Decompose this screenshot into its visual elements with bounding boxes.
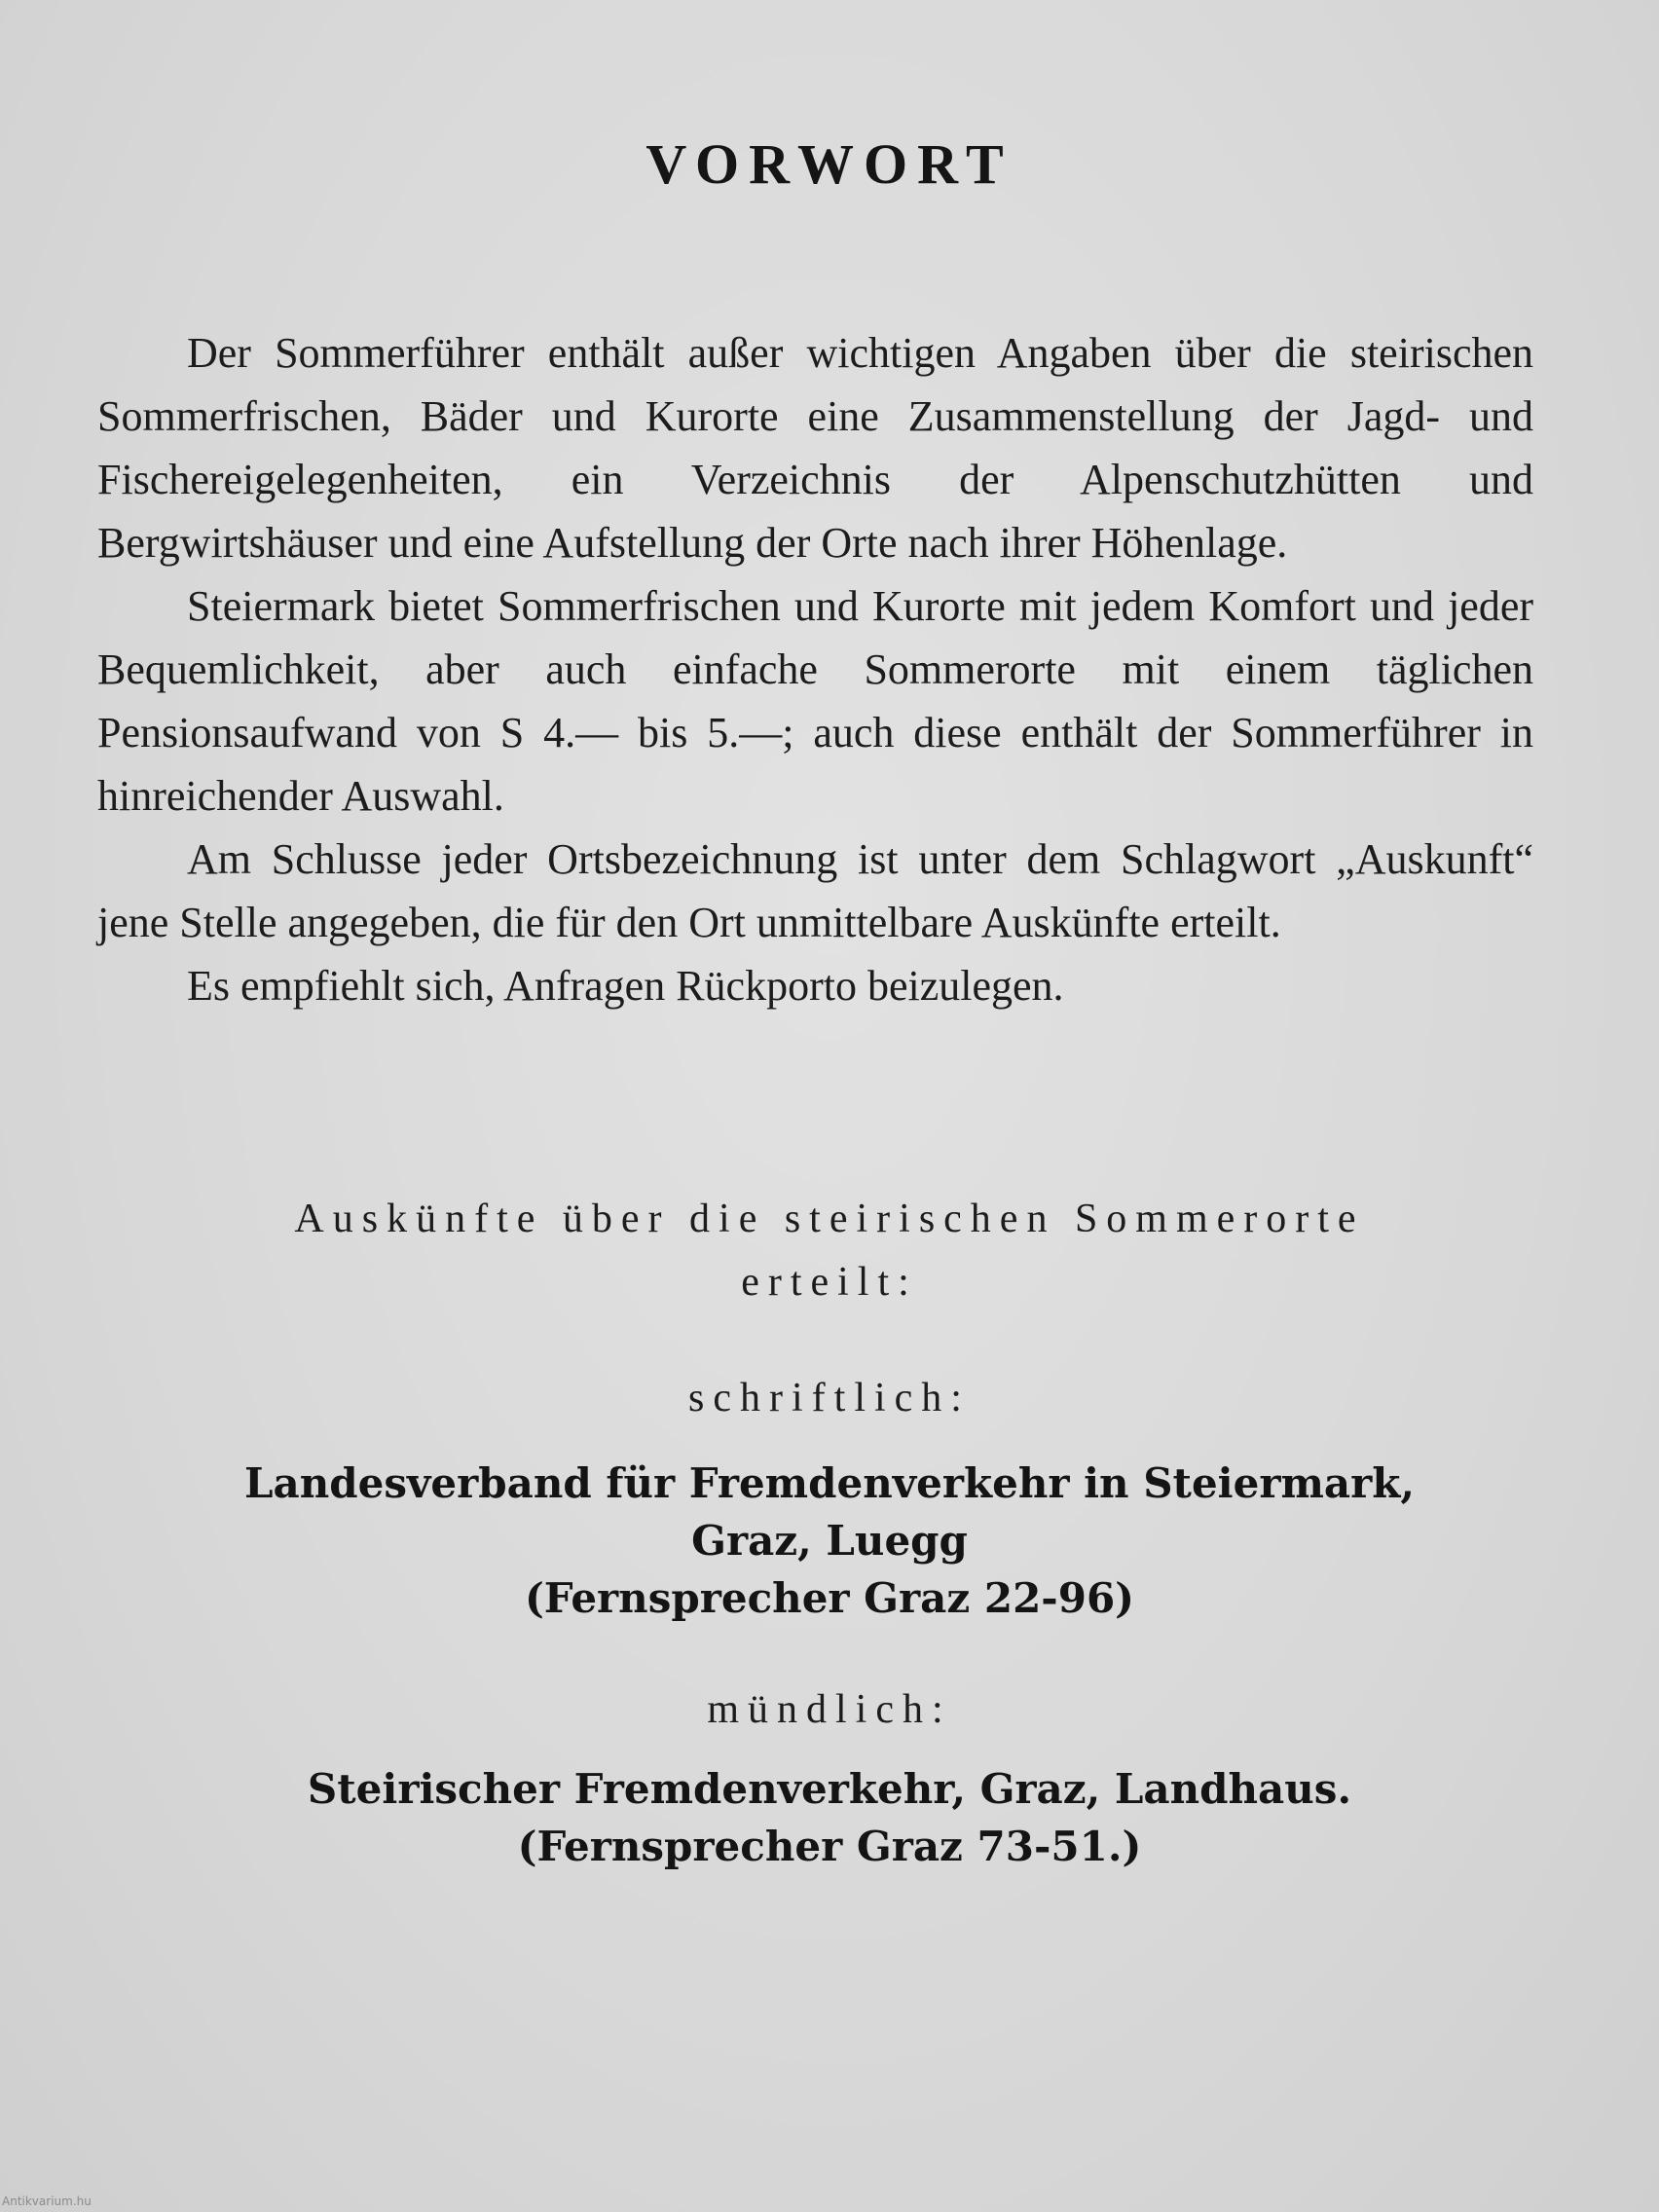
- oral-org: Steirischer Fremdenverkehr, Graz, Landhaus.: [307, 1765, 1352, 1813]
- written-phone: (Fernsprecher Graz 22-96): [524, 1574, 1135, 1622]
- page-title: VORWORT: [645, 132, 1014, 196]
- oral-phone: (Fernsprecher Graz 73-51.): [517, 1823, 1142, 1870]
- paragraph-1: Der Sommerführer enthält außer wichtigen Angaben über die steirischen Sommerfrischen, Bäder und Kurorte eine Zusammenstellung der Jagd- und Fischereigelegenheiten, ein Verzeichnis der Alpenschutzhütten und Bergwirtshäuser und eine Aufstellung der Orte nach ihrer Höhenlage.: [97, 329, 1533, 567]
- written-label: schriftlich:: [688, 1376, 971, 1420]
- written-org: Landesverband für Fremdenverkehr in Steiermark,: [244, 1459, 1415, 1507]
- paragraph-4: Es empfiehlt sich, Anfragen Rückporto beizulegen.: [187, 962, 1064, 1010]
- watermark: Antikvarium.hu: [2, 2194, 92, 2208]
- info-heading-line2: erteilt:: [741, 1260, 918, 1305]
- written-address: Graz, Luegg: [691, 1517, 968, 1565]
- oral-label: mündlich:: [707, 1687, 952, 1732]
- paragraph-2: Steiermark bietet Sommerfrischen und Kurorte mit jedem Komfort und jeder Bequemlichkeit, aber auch einfache Sommerorte mit einem täglichen Pensionsaufwand von S 4.— bis 5.—; auch diese enthält der Sommerführer in hinreichender Auswahl.: [97, 582, 1533, 820]
- written-contact: [0, 1455, 1659, 1627]
- paragraph-3: Am Schlusse jeder Ortsbezeichnung ist unter dem Schlagwort „Auskunft“ jene Stelle angegeben, die für den Ort unmittelbare Auskünfte erteilt.: [97, 835, 1533, 946]
- info-heading-line1: Auskünfte über die steirischen Sommerorte: [294, 1197, 1365, 1241]
- oral-contact: [0, 1760, 1659, 1875]
- foreword-body: [97, 321, 1533, 1017]
